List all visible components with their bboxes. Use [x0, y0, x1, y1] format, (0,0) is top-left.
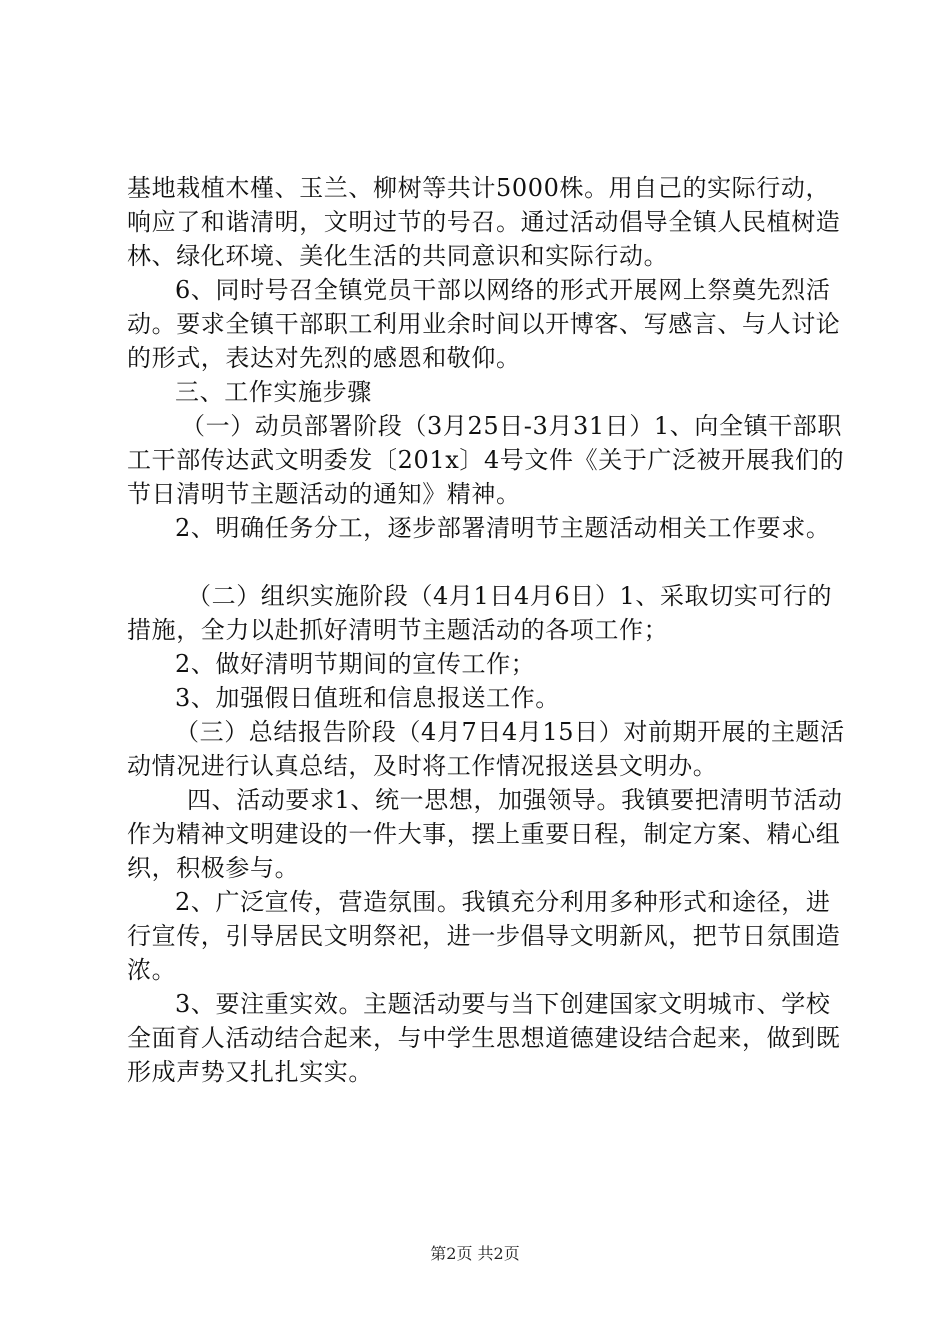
paragraph-stage-2-item-2: 2、做好清明节期间的宣传工作；: [175, 650, 536, 678]
paragraph-stage-2: （二）组织实施阶段（4月1日4月6日）1、采取切实可行的措施，全力以赴抓好清明节主题活动的各项工作；: [127, 582, 833, 644]
paragraph-1: 基地栽植木槿、玉兰、柳树等共计5000株。用自己的实际行动，响应了和谐清明，文明过节的号召。通过活动倡导全镇人民植树造林、绿化环境、美化生活的共同意识和实际行动。: [127, 174, 841, 270]
paragraph-requirements-1: 四、活动要求1、统一思想，加强领导。我镇要把清明节活动作为精神文明建设的一件大事，摆上重要日程，制定方案、精心组织，积极参与。: [127, 786, 843, 882]
paragraph-stage-1-item-2: 2、明确任务分工，逐步部署清明节主题活动相关工作要求。: [175, 514, 831, 542]
paragraph-stage-3: （三）总结报告阶段（4月7日4月15日）对前期开展的主题活动情况进行认真总结，及时将工作情况报送县文明办。: [127, 718, 845, 780]
document-body: [127, 171, 847, 1089]
section-heading-steps: 三、工作实施步骤: [175, 378, 372, 406]
paragraph-stage-2-item-3: 3、加强假日值班和信息报送工作。: [175, 684, 560, 712]
paragraph-requirements-3: 3、要注重实效。主题活动要与当下创建国家文明城市、学校全面育人活动结合起来，与中学生思想道德建设结合起来，做到既形成声势又扎扎实实。: [127, 990, 841, 1086]
paragraph-2: 6、同时号召全镇党员干部以网络的形式开展网上祭奠先烈活动。要求全镇干部职工利用业余时间以开博客、写感言、与人讨论的形式，表达对先烈的感恩和敬仰。: [127, 276, 841, 372]
paragraph-stage-1: （一）动员部署阶段（3月25日-3月31日）1、向全镇干部职工干部传达武文明委发〔201x〕4号文件《关于广泛被开展我们的节日清明节主题活动的通知》精神。: [127, 412, 845, 508]
paragraph-requirements-2: 2、广泛宣传，营造氛围。我镇充分利用多种形式和途径，进行宣传，引导居民文明祭祀，进一步倡导文明新风，把节日氛围造浓。: [127, 888, 841, 984]
page-footer: 第2页 共2页: [430, 1244, 520, 1263]
